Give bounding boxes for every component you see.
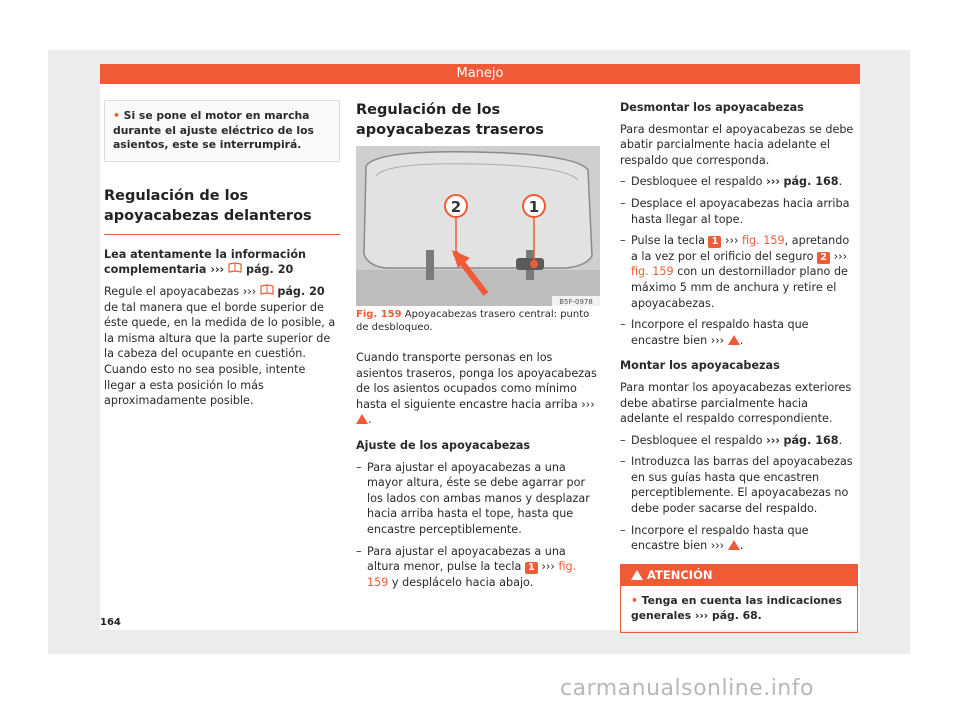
attention-box bbox=[620, 564, 858, 633]
list-item: – Introduzca las barras del apoyacabezas en sus guías hasta que encastren perceptiblemente. El apoyacabezas no debe poder sacarse del respaldo. bbox=[620, 454, 858, 516]
list-item: – Desbloquee el respaldo ››› pág. 168. bbox=[620, 433, 843, 447]
attention-page-link[interactable]: pág. 68 bbox=[712, 609, 758, 623]
list-item-text: y desplácelo hacia abajo. bbox=[391, 575, 534, 589]
arrow-ref-icon: ››› bbox=[541, 560, 555, 574]
bullet-icon: • bbox=[113, 109, 120, 122]
arrow-ref-icon: ››› bbox=[710, 539, 725, 553]
list-item: – Para ajustar el apoyacabezas a una mayor altura, éste se debe agarrar por los lados con ambas manos y desplazar hacia arriba hasta el tope, hasta que encastre perceptiblemente. bbox=[356, 460, 600, 538]
caption-ref: Fig. 159 bbox=[356, 309, 402, 320]
arrow-ref-icon: ››› bbox=[766, 175, 780, 189]
heading-remove: Desmontar los apoyacabezas bbox=[620, 101, 804, 114]
note-text: Si se pone el motor en marcha durante el ajuste eléctrico de los asientos, este se interrumpirá. bbox=[113, 109, 314, 152]
bullet-icon: • bbox=[631, 594, 638, 608]
key-badge: 1 bbox=[525, 562, 538, 574]
arrow-ref-icon: ››› bbox=[766, 433, 780, 447]
intro-page-link[interactable]: pág. 20 bbox=[245, 263, 294, 277]
list-item-text: Incorpore el respaldo hasta que encastre bien bbox=[631, 523, 809, 553]
page-link[interactable]: pág. 168 bbox=[783, 433, 839, 447]
list-item: – Pulse la tecla 1 ››› fig. 159, apretando a la vez por el orificio del seguro 2 ››› fig. 159 con un destornillador plano de máximo 5 mm de anchura y retire el apoyacabezas. bbox=[620, 234, 850, 310]
warning-icon bbox=[631, 570, 643, 580]
arrow-ref-icon: ››› bbox=[710, 333, 725, 347]
heading-rear-wrap bbox=[356, 100, 600, 149]
info-note bbox=[104, 100, 340, 162]
heading-front: Regulación de los apoyacabezas delanteros bbox=[104, 187, 312, 224]
list-item-text: , apretando a la vez por el orificio del seguro bbox=[631, 234, 850, 263]
list-item-text: con un destornillador plano de máximo 5 mm de anchura y retire el apoyacabezas. bbox=[631, 265, 848, 310]
list-item: – Incorpore el respaldo hasta que encastre bien ››› . bbox=[620, 523, 809, 553]
list-item-text: Desbloquee el respaldo bbox=[631, 433, 763, 447]
figure-label-1: 1 bbox=[528, 198, 540, 216]
figure-link[interactable]: fig. 159 bbox=[742, 234, 785, 248]
figure-link[interactable]: fig. 159 bbox=[631, 265, 674, 279]
list-item-text: Desplace el apoyacabezas hacia arriba hasta llegar al tope. bbox=[631, 196, 850, 226]
figure-link[interactable]: fig. 159 bbox=[367, 560, 577, 589]
arrow-ref-icon: ››› bbox=[725, 234, 739, 248]
arrow-ref-icon: ››› bbox=[581, 397, 595, 411]
book-icon bbox=[260, 284, 274, 295]
remove-paragraph: Para desmontar el apoyacabezas se debe abatir parcialmente hacia adelante el respaldo que corresponda. bbox=[620, 122, 854, 167]
list-item: – Desplace el apoyacabezas hacia arriba hasta llegar al tope. bbox=[620, 196, 858, 227]
key-badge: 2 bbox=[817, 252, 830, 264]
arrow-ref-icon: ››› bbox=[694, 609, 709, 623]
list-item-text: Introduzca las barras del apoyacabezas en sus guías hasta que encastren perceptiblemente. El apoyacabezas no debe poder sacarse del respaldo. bbox=[631, 455, 853, 516]
adjust-page-link[interactable]: pág. 20 bbox=[277, 284, 325, 298]
figure-code: B5F-0978 bbox=[559, 298, 593, 306]
intro-paragraph bbox=[104, 247, 340, 278]
arrow-ref-icon: ››› bbox=[242, 284, 257, 298]
attention-title: ATENCIÓN bbox=[647, 567, 713, 582]
heading-rear: Regulación de los apoyacabezas traseros bbox=[356, 102, 544, 138]
figure-caption bbox=[356, 308, 600, 334]
warning-icon bbox=[728, 335, 740, 345]
list-item: – Para ajustar el apoyacabezas a una altura menor, pulse la tecla 1 ››› fig. 159 y desplácelo hacia abajo. bbox=[356, 544, 577, 589]
caption-text: Apoyacabezas trasero central: punto de desbloqueo. bbox=[356, 309, 590, 333]
list-item-text: Desbloquee el respaldo bbox=[631, 175, 763, 189]
list-item-text: Pulse la tecla bbox=[631, 234, 705, 248]
attention-text: Tenga en cuenta las indicaciones generales bbox=[631, 594, 843, 623]
heading-front-wrap bbox=[104, 186, 340, 235]
list-item: – Desbloquee el respaldo ››› pág. 168. bbox=[620, 175, 843, 189]
rear-paragraph: Cuando transporte personas en los asientos traseros, ponga los apoyacabezas de los asientos ocupados como mínimo hasta el siguiente encastre hacia arriba ››› . bbox=[356, 351, 597, 427]
middle-body bbox=[356, 350, 600, 596]
page-link[interactable]: pág. 168 bbox=[783, 175, 839, 189]
right-column bbox=[620, 100, 858, 633]
arrow-ref-icon: ››› bbox=[210, 263, 225, 277]
arrow-ref-icon: ››› bbox=[833, 249, 848, 263]
warning-icon bbox=[728, 540, 740, 550]
rear-text: Cuando transporte personas en los asientos traseros, ponga los apoyacabezas de los asientos ocupados como mínimo hasta el siguiente encastre hacia arriba bbox=[356, 351, 597, 411]
list-item-text: Para ajustar el apoyacabezas a una altura menor, pulse la tecla bbox=[367, 544, 566, 574]
left-column bbox=[104, 100, 340, 415]
figure-159 bbox=[356, 146, 600, 306]
adjust-post: de tal manera que el borde superior de éste quede, en la medida de lo posible, a la misma altura que la parte superior de la cabeza del ocupante en cuestión. Cuando esto no sea posible, intente llegar a esta posición lo más aproximadamente posible. bbox=[104, 300, 336, 408]
key-badge: 1 bbox=[708, 236, 721, 248]
book-icon bbox=[228, 262, 242, 273]
list-item-text: Incorpore el respaldo hasta que encastre bien bbox=[631, 318, 809, 347]
headrest-illustration bbox=[356, 146, 600, 306]
watermark: carmanualsonline.info bbox=[560, 676, 814, 701]
subheading-adjust: Ajuste de los apoyacabezas bbox=[356, 438, 531, 452]
attention-body: • Tenga en cuenta las indicaciones generales ››› pág. 68. bbox=[631, 594, 843, 623]
figure-label-2: 2 bbox=[450, 198, 462, 216]
middle-column bbox=[356, 100, 600, 149]
warning-icon bbox=[356, 414, 368, 424]
page-number: 164 bbox=[100, 617, 121, 628]
attention-header bbox=[621, 565, 857, 587]
adjust-pre: Regule el apoyacabezas bbox=[104, 284, 240, 298]
adjust-paragraph bbox=[104, 284, 340, 409]
heading-mount: Montar los apoyacabezas bbox=[620, 359, 780, 373]
mount-paragraph: Para montar los apoyacabezas exteriores debe abatirse parcialmente hacia adelante el respaldo correspondiente. bbox=[620, 380, 852, 426]
section-header: Manejo bbox=[100, 64, 860, 84]
list-item: – Incorpore el respaldo hasta que encastre bien ››› . bbox=[620, 318, 809, 347]
intro-text: Lea atentamente la información complementaria bbox=[104, 247, 307, 277]
list-item-text: Para ajustar el apoyacabezas a una mayor altura, éste se debe agarrar por los lados con ambas manos y desplazar hacia arriba hasta el tope, hasta que encastre perceptiblemente. bbox=[367, 460, 590, 536]
